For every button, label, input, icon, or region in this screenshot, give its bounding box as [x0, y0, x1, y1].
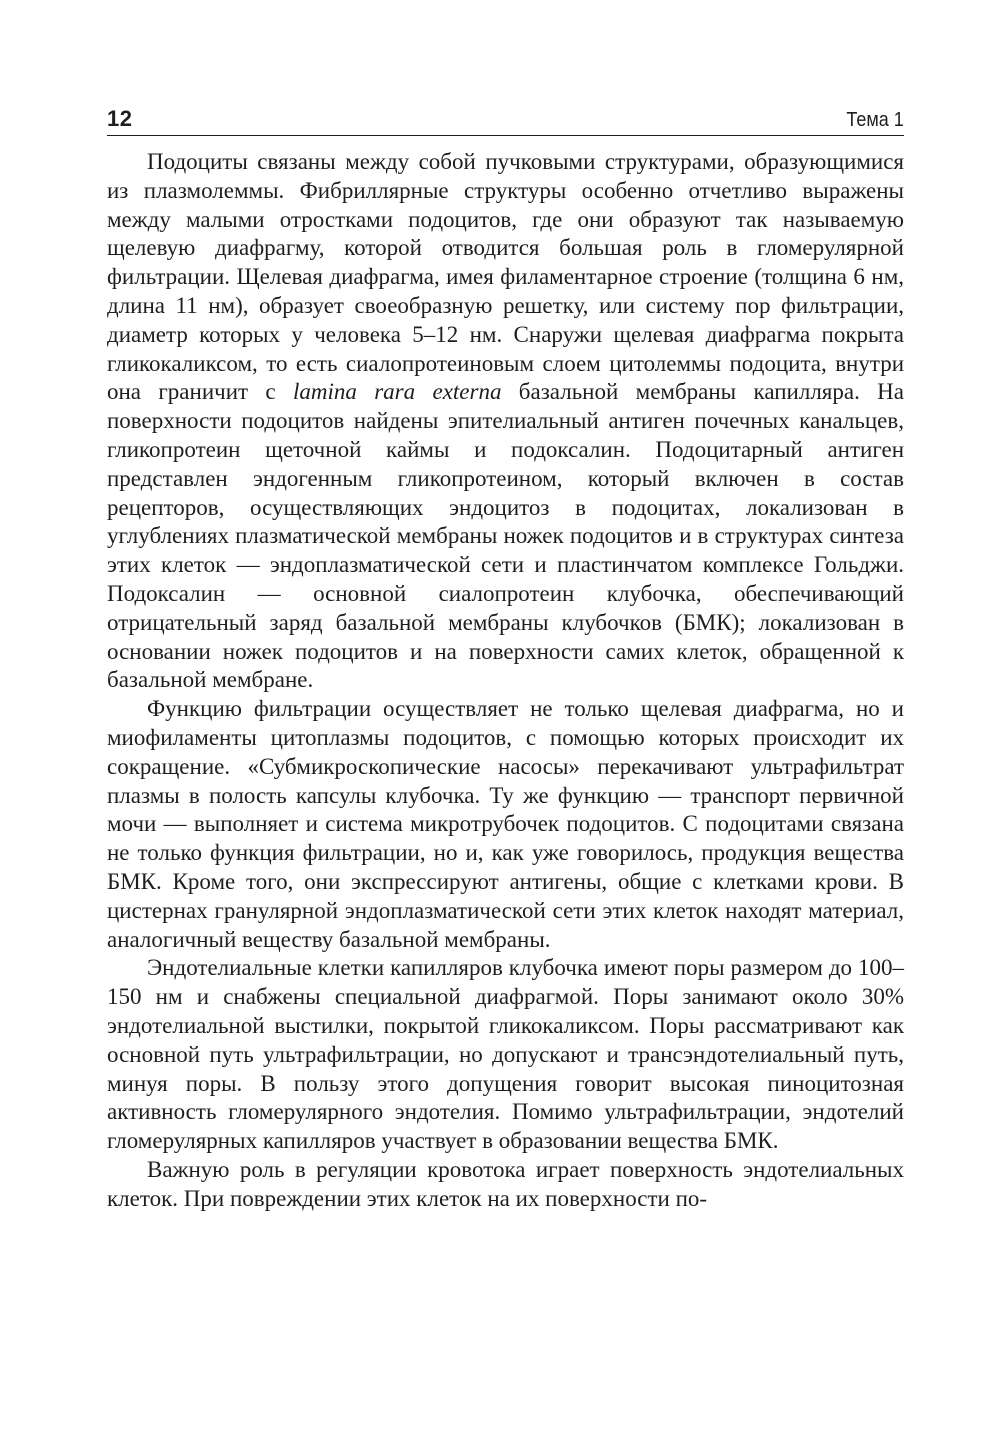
- paragraph-endothelium: Эндотелиальные клетки капилляров клубочка имеют поры размером до 100–150 нм и снабжены специальной диафрагмой. Поры занимают около 30% эндотелиальной выстилки, покрытой гликокаликсом. Поры рассматривают как основной путь ультрафильтрации, но допускают и трансэндотелиальный путь, минуя поры. В пользу этого допущения говорит высокая пиноцитозная активность гломерулярного эндотелия. Помимо ультрафильтрации, эндотелий гломерулярных капилляров участвует в образовании вещества БМК.: [107, 955, 904, 1154]
- paragraph-text: базальной мембраны капилляра. На поверхности подоцитов найдены эпителиальный антиген почечных канальцев, гликопротеин щеточной каймы и подоксалин. Подоцитарный антиген представлен эндогенным гликопротеином, который включен в состав рецепторов, осуществляющих эндоцитоз в подоцитах, локализован в углублениях плазматической мембраны ножек подоцитов и в структурах синтеза этих клеток — эндоплазматической сети и пластинчатом комплексе Гольджи. Подоксалин — основной сиалопротеин клубочка, обеспечивающий отрицательный заряд базальной мембраны клубочков (БМК); локализован в основании ножек подоцитов и на поверхности самих клеток, обращенной к базальной мембране.: [107, 379, 905, 693]
- latin-term: lamina rara externa: [292, 379, 502, 405]
- body-text: [107, 148, 904, 1213]
- paragraph-text: Подоциты связаны между собой пучковыми структурами, образующимися из плазмолеммы. Фибриллярные структуры особенно отчетливо выражены между малыми отростками подоцитов, где они образуют так называемую щелевую диафрагму, которой отводится большая роль в гломерулярной фильтрации. Щелевая диафрагма, имея филаментарное строение (толщина 6 нм, длина 11 нм), образует своеобразную решетку, или систему пор фильтрации, диаметр которых у человека 5–12 нм. Снаружи щелевая диафрагма покрыта гликокаликсом, то есть сиалопротеиновым слоем цитолеммы подоцита, внутри она граничит с: [107, 149, 904, 405]
- paragraph-blood-flow: Важную роль в регуляции кровотока играет поверхность эндотелиальных клеток. При повреждении этих клеток на их поверхности по-: [107, 1156, 904, 1211]
- paragraph-podocytes: [107, 148, 904, 695]
- paragraph-filtration: Функцию фильтрации осуществляет не только щелевая диафрагма, но и миофиламенты цитоплазмы подоцитов, с помощью которых происходит их сокращение. «Субмикроскопические насосы» перекачивают ультрафильтрат плазмы в полость капсулы клубочка. Ту же функцию — транспорт первичной мочи — выполняет и система микротрубочек подоцитов. С подоцитами связана не только функция фильтрации, но и, как уже говорилось, продукция вещества БМК. Кроме того, они экспрессируют антигены, общие с клетками крови. В цистернах гранулярной эндоплазматической сети этих клеток находят материал, аналогичный веществу базальной мембраны.: [107, 696, 904, 952]
- page-header: [107, 100, 904, 132]
- page-number: 12: [107, 106, 133, 131]
- running-head: Тема 1: [846, 109, 904, 131]
- header-rule: [107, 135, 904, 136]
